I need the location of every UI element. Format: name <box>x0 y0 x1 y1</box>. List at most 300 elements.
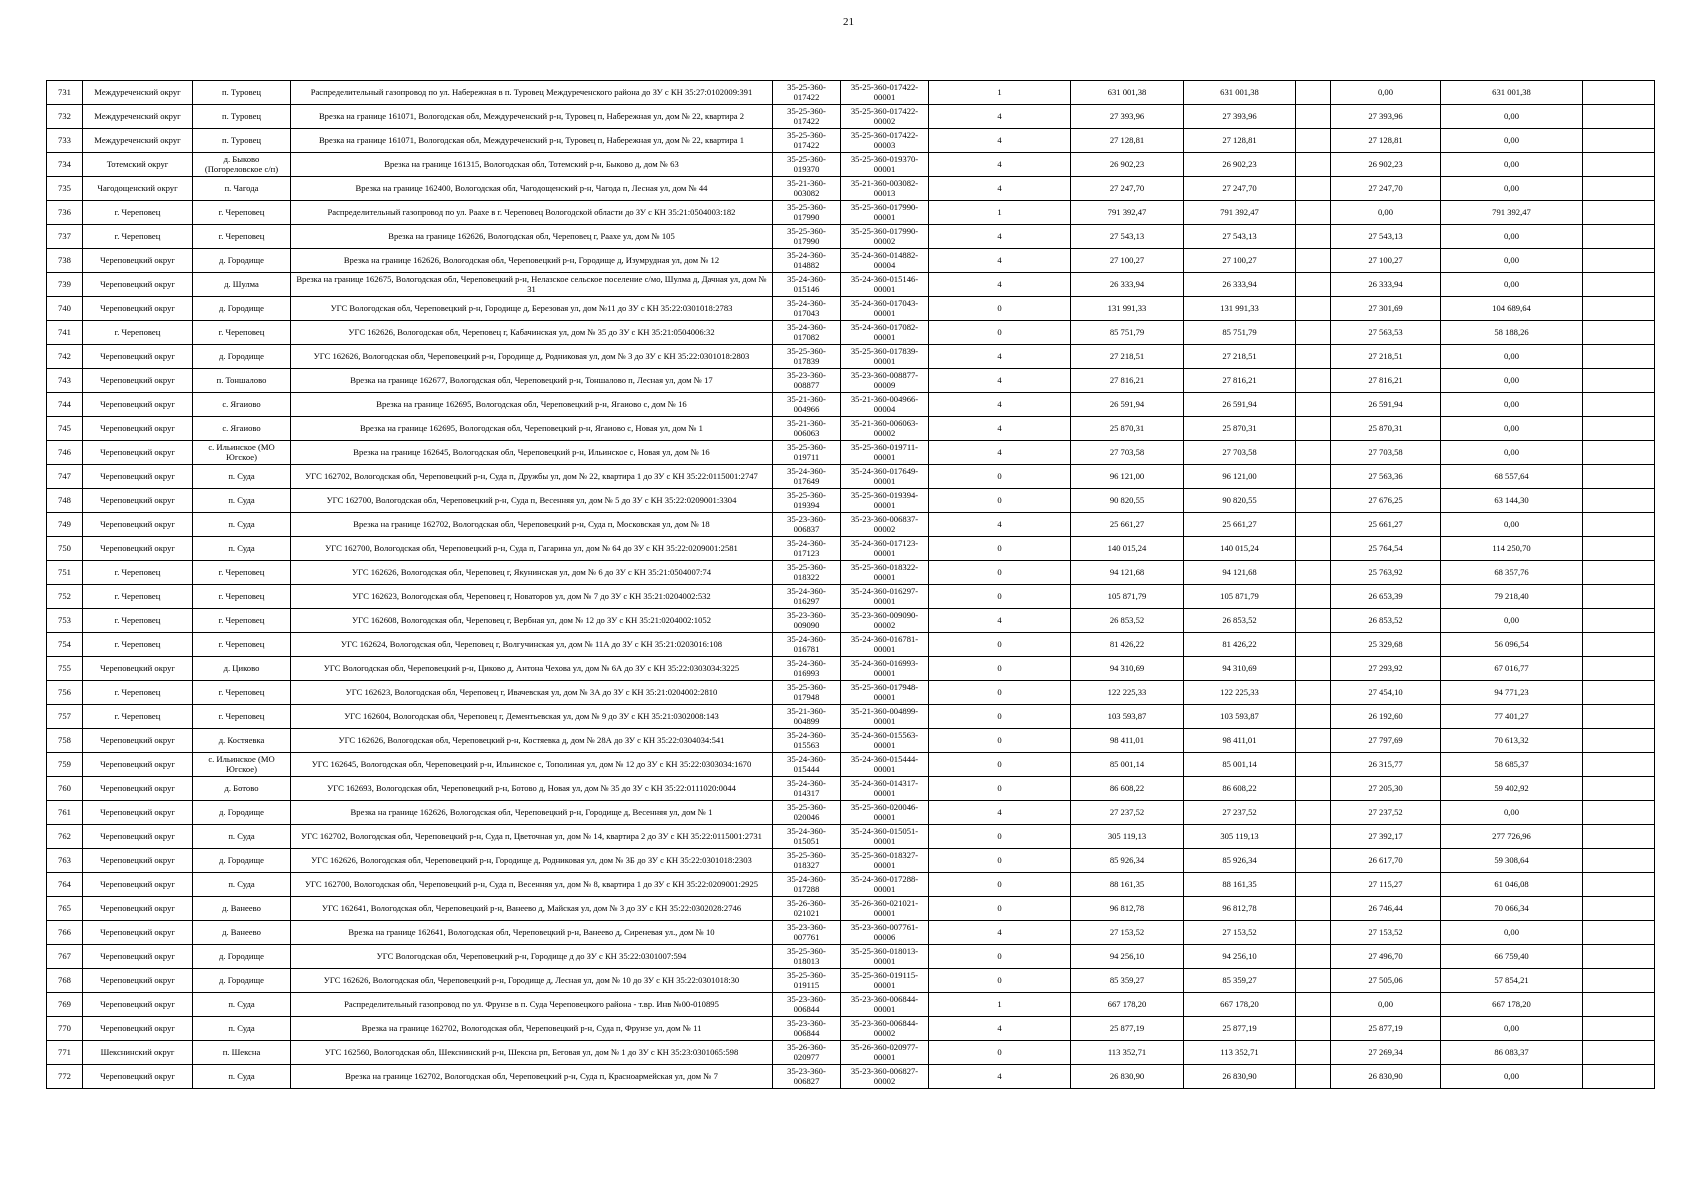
object-address-cell: Распределительный газопровод по ул. Набережная в п. Туровец Междуреченского района до ЗУ с КН 35:27:0102009:391 <box>291 81 773 105</box>
okrug-cell: Череповецкий округ <box>83 873 193 897</box>
amount-cell: 85 926,34 <box>1184 849 1296 873</box>
row-number-cell: 742 <box>47 345 83 369</box>
category-cell: 4 <box>929 513 1071 537</box>
total-amount-cell: 27 128,81 <box>1071 129 1184 153</box>
category-cell: 0 <box>929 657 1071 681</box>
empty-cell <box>1296 465 1331 489</box>
row-number-cell: 736 <box>47 201 83 225</box>
row-number-cell: 740 <box>47 297 83 321</box>
okrug-cell: Междуреченский округ <box>83 129 193 153</box>
total-amount-cell: 791 392,47 <box>1071 201 1184 225</box>
empty-cell <box>1583 345 1655 369</box>
table-row <box>47 657 1655 681</box>
amount-cell: 27 816,21 <box>1184 369 1296 393</box>
code-cell: 35-23-360-008877 <box>773 369 841 393</box>
empty-cell <box>1583 369 1655 393</box>
remainder-amount-cell: 70 613,32 <box>1441 729 1583 753</box>
settlement-cell: п. Суда <box>193 1017 291 1041</box>
empty-cell <box>1583 873 1655 897</box>
table-row <box>47 729 1655 753</box>
remainder-amount-cell: 77 401,27 <box>1441 705 1583 729</box>
total-amount-cell: 27 100,27 <box>1071 249 1184 273</box>
okrug-cell: Череповецкий округ <box>83 249 193 273</box>
object-code-cell: 35-23-360-006827-00002 <box>841 1065 929 1089</box>
object-code-cell: 35-24-360-017649-00001 <box>841 465 929 489</box>
row-number-cell: 734 <box>47 153 83 177</box>
remainder-amount-cell: 86 083,37 <box>1441 1041 1583 1065</box>
okrug-cell: Череповецкий округ <box>83 849 193 873</box>
table-row <box>47 993 1655 1017</box>
category-cell: 0 <box>929 561 1071 585</box>
remainder-amount-cell: 56 096,54 <box>1441 633 1583 657</box>
settlement-cell: д. Городище <box>193 849 291 873</box>
amount-cell: 94 310,69 <box>1184 657 1296 681</box>
row-number-cell: 754 <box>47 633 83 657</box>
table-row <box>47 705 1655 729</box>
empty-cell <box>1583 465 1655 489</box>
okrug-cell: г. Череповец <box>83 705 193 729</box>
category-cell: 4 <box>929 921 1071 945</box>
boundary-amount-cell: 27 269,34 <box>1331 1041 1441 1065</box>
row-number-cell: 763 <box>47 849 83 873</box>
total-amount-cell: 27 543,13 <box>1071 225 1184 249</box>
settlement-cell: д. Быково (Погореловское с/п) <box>193 153 291 177</box>
empty-cell <box>1296 489 1331 513</box>
remainder-amount-cell: 0,00 <box>1441 609 1583 633</box>
amount-cell: 98 411,01 <box>1184 729 1296 753</box>
okrug-cell: Шекснинский округ <box>83 1041 193 1065</box>
row-number-cell: 770 <box>47 1017 83 1041</box>
category-cell: 4 <box>929 441 1071 465</box>
remainder-amount-cell: 667 178,20 <box>1441 993 1583 1017</box>
boundary-amount-cell: 26 591,94 <box>1331 393 1441 417</box>
okrug-cell: г. Череповец <box>83 585 193 609</box>
object-address-cell: Врезка на границе 162645, Вологодская обл, Череповецкий р-н, Ильинское с, Новая ул, дом № 16 <box>291 441 773 465</box>
settlement-cell: п. Суда <box>193 537 291 561</box>
row-number-cell: 735 <box>47 177 83 201</box>
object-address-cell: УГС 162608, Вологодская обл, Череповец г, Вербная ул, дом № 12 до ЗУ с КН 35:21:0204002:1052 <box>291 609 773 633</box>
settlement-cell: д. Костяевка <box>193 729 291 753</box>
code-cell: 35-25-360-017422 <box>773 81 841 105</box>
amount-cell: 667 178,20 <box>1184 993 1296 1017</box>
object-code-cell: 35-23-360-008877-00009 <box>841 369 929 393</box>
empty-cell <box>1583 489 1655 513</box>
settlement-cell: п. Суда <box>193 465 291 489</box>
object-code-cell: 35-26-360-021021-00001 <box>841 897 929 921</box>
boundary-amount-cell: 26 333,94 <box>1331 273 1441 297</box>
amount-cell: 85 751,79 <box>1184 321 1296 345</box>
object-code-cell: 35-24-360-017288-00001 <box>841 873 929 897</box>
category-cell: 4 <box>929 177 1071 201</box>
total-amount-cell: 85 926,34 <box>1071 849 1184 873</box>
object-code-cell: 35-24-360-017082-00001 <box>841 321 929 345</box>
code-cell: 35-24-360-014317 <box>773 777 841 801</box>
remainder-amount-cell: 58 685,37 <box>1441 753 1583 777</box>
object-code-cell: 35-23-360-006837-00002 <box>841 513 929 537</box>
boundary-amount-cell: 27 563,53 <box>1331 321 1441 345</box>
remainder-amount-cell: 0,00 <box>1441 1065 1583 1089</box>
amount-cell: 122 225,33 <box>1184 681 1296 705</box>
object-address-cell: УГС 162560, Вологодская обл, Шекснинский р-н, Шексна рп, Беговая ул, дом № 1 до ЗУ с КН 35:23:0301065:598 <box>291 1041 773 1065</box>
category-cell: 4 <box>929 1065 1071 1089</box>
boundary-amount-cell: 27 392,17 <box>1331 825 1441 849</box>
row-number-cell: 733 <box>47 129 83 153</box>
okrug-cell: Череповецкий округ <box>83 969 193 993</box>
okrug-cell: Череповецкий округ <box>83 537 193 561</box>
table-row <box>47 129 1655 153</box>
code-cell: 35-25-360-019370 <box>773 153 841 177</box>
total-amount-cell: 88 161,35 <box>1071 873 1184 897</box>
category-cell: 0 <box>929 873 1071 897</box>
object-address-cell: Врезка на границе 162702, Вологодская обл, Череповецкий р-н, Суда п, Красноармейская ул, дом № 7 <box>291 1065 773 1089</box>
okrug-cell: Череповецкий округ <box>83 297 193 321</box>
okrug-cell: Череповецкий округ <box>83 393 193 417</box>
object-code-cell: 35-21-360-004899-00001 <box>841 705 929 729</box>
object-address-cell: УГС 162702, Вологодская обл, Череповецкий р-н, Суда п, Цветочная ул, дом № 14, квартира 2 до ЗУ с КН 35:22:0115001:2731 <box>291 825 773 849</box>
boundary-amount-cell: 27 293,92 <box>1331 657 1441 681</box>
okrug-cell: Череповецкий округ <box>83 777 193 801</box>
table-row <box>47 825 1655 849</box>
settlement-cell: д. Городище <box>193 801 291 825</box>
okrug-cell: Череповецкий округ <box>83 753 193 777</box>
object-address-cell: Врезка на границе 162400, Вологодская обл, Чагодощенский р-н, Чагода п, Лесная ул, дом № 44 <box>291 177 773 201</box>
object-code-cell: 35-21-360-004966-00004 <box>841 393 929 417</box>
object-address-cell: УГС Вологодская обл, Череповецкий р-н, Циково д, Антона Чехова ул, дом № 6А до ЗУ с КН 35:22:0303034:3225 <box>291 657 773 681</box>
remainder-amount-cell: 79 218,40 <box>1441 585 1583 609</box>
row-number-cell: 753 <box>47 609 83 633</box>
amount-cell: 27 100,27 <box>1184 249 1296 273</box>
code-cell: 35-25-360-019711 <box>773 441 841 465</box>
amount-cell: 113 352,71 <box>1184 1041 1296 1065</box>
empty-cell <box>1296 1065 1331 1089</box>
row-number-cell: 732 <box>47 105 83 129</box>
object-address-cell: Врезка на границе 162702, Вологодская обл, Череповецкий р-н, Суда п, Московская ул, дом № 18 <box>291 513 773 537</box>
code-cell: 35-23-360-006827 <box>773 1065 841 1089</box>
row-number-cell: 750 <box>47 537 83 561</box>
object-code-cell: 35-24-360-016297-00001 <box>841 585 929 609</box>
empty-cell <box>1296 105 1331 129</box>
category-cell: 0 <box>929 489 1071 513</box>
code-cell: 35-25-360-018327 <box>773 849 841 873</box>
remainder-amount-cell: 0,00 <box>1441 417 1583 441</box>
amount-cell: 27 128,81 <box>1184 129 1296 153</box>
okrug-cell: Череповецкий округ <box>83 801 193 825</box>
category-cell: 0 <box>929 729 1071 753</box>
code-cell: 35-25-360-020046 <box>773 801 841 825</box>
empty-cell <box>1296 585 1331 609</box>
object-address-cell: Врезка на границе 162675, Вологодская обл, Череповецкий р-н, Нелазское сельское поселение с/мо, Шулма д, Дачная ул, дом № 31 <box>291 273 773 297</box>
object-code-cell: 35-25-360-017990-00002 <box>841 225 929 249</box>
amount-cell: 27 393,96 <box>1184 105 1296 129</box>
amount-cell: 27 703,58 <box>1184 441 1296 465</box>
empty-cell <box>1296 369 1331 393</box>
amount-cell: 631 001,38 <box>1184 81 1296 105</box>
code-cell: 35-25-360-018013 <box>773 945 841 969</box>
empty-cell <box>1583 513 1655 537</box>
row-number-cell: 748 <box>47 489 83 513</box>
empty-cell <box>1296 897 1331 921</box>
settlement-cell: п. Тоншалово <box>193 369 291 393</box>
empty-cell <box>1583 801 1655 825</box>
row-number-cell: 761 <box>47 801 83 825</box>
amount-cell: 26 830,90 <box>1184 1065 1296 1089</box>
register-table <box>46 80 1655 1089</box>
empty-cell <box>1296 633 1331 657</box>
table-row <box>47 153 1655 177</box>
remainder-amount-cell: 0,00 <box>1441 393 1583 417</box>
amount-cell: 96 121,00 <box>1184 465 1296 489</box>
total-amount-cell: 131 991,33 <box>1071 297 1184 321</box>
settlement-cell: д. Ванеево <box>193 897 291 921</box>
settlement-cell: д. Ботово <box>193 777 291 801</box>
boundary-amount-cell: 26 192,60 <box>1331 705 1441 729</box>
amount-cell: 94 256,10 <box>1184 945 1296 969</box>
object-code-cell: 35-24-360-015444-00001 <box>841 753 929 777</box>
okrug-cell: Череповецкий округ <box>83 273 193 297</box>
object-address-cell: УГС 162626, Вологодская обл, Череповецкий р-н, Городище д, Лесная ул, дом № 10 до ЗУ с КН 35:22:0301018:30 <box>291 969 773 993</box>
object-address-cell: Врезка на границе 162695, Вологодская обл, Череповецкий р-н, Ягаиово с, дом № 16 <box>291 393 773 417</box>
amount-cell: 26 902,23 <box>1184 153 1296 177</box>
row-number-cell: 762 <box>47 825 83 849</box>
object-code-cell: 35-26-360-020977-00001 <box>841 1041 929 1065</box>
table-row <box>47 417 1655 441</box>
boundary-amount-cell: 26 830,90 <box>1331 1065 1441 1089</box>
code-cell: 35-26-360-021021 <box>773 897 841 921</box>
empty-cell <box>1583 249 1655 273</box>
total-amount-cell: 25 877,19 <box>1071 1017 1184 1041</box>
remainder-amount-cell: 0,00 <box>1441 105 1583 129</box>
okrug-cell: Череповецкий округ <box>83 825 193 849</box>
code-cell: 35-26-360-020977 <box>773 1041 841 1065</box>
empty-cell <box>1583 225 1655 249</box>
object-code-cell: 35-23-360-007761-00006 <box>841 921 929 945</box>
table-row <box>47 801 1655 825</box>
code-cell: 35-23-360-006844 <box>773 1017 841 1041</box>
empty-cell <box>1583 633 1655 657</box>
empty-cell <box>1296 849 1331 873</box>
row-number-cell: 768 <box>47 969 83 993</box>
empty-cell <box>1583 729 1655 753</box>
table-row <box>47 345 1655 369</box>
remainder-amount-cell: 0,00 <box>1441 177 1583 201</box>
remainder-amount-cell: 631 001,38 <box>1441 81 1583 105</box>
category-cell: 0 <box>929 633 1071 657</box>
settlement-cell: п. Суда <box>193 489 291 513</box>
total-amount-cell: 27 247,70 <box>1071 177 1184 201</box>
empty-cell <box>1296 417 1331 441</box>
empty-cell <box>1583 201 1655 225</box>
object-address-cell: УГС Вологодская обл, Череповецкий р-н, Городище д, Березовая ул, дом №11 до ЗУ с КН 35:22:0301018:2783 <box>291 297 773 321</box>
remainder-amount-cell: 0,00 <box>1441 513 1583 537</box>
code-cell: 35-25-360-018322 <box>773 561 841 585</box>
empty-cell <box>1296 321 1331 345</box>
empty-cell <box>1296 945 1331 969</box>
amount-cell: 90 820,55 <box>1184 489 1296 513</box>
amount-cell: 94 121,68 <box>1184 561 1296 585</box>
total-amount-cell: 85 751,79 <box>1071 321 1184 345</box>
empty-cell <box>1583 585 1655 609</box>
amount-cell: 27 247,70 <box>1184 177 1296 201</box>
row-number-cell: 765 <box>47 897 83 921</box>
empty-cell <box>1583 657 1655 681</box>
object-code-cell: 35-25-360-019711-00001 <box>841 441 929 465</box>
object-address-cell: УГС 162645, Вологодская обл, Череповецкий р-н, Ильинское с, Тополиная ул, дом № 12 до ЗУ с КН 35:22:0303034:1670 <box>291 753 773 777</box>
object-code-cell: 35-24-360-017123-00001 <box>841 537 929 561</box>
table-row <box>47 945 1655 969</box>
amount-cell: 105 871,79 <box>1184 585 1296 609</box>
table-row <box>47 585 1655 609</box>
amount-cell: 81 426,22 <box>1184 633 1296 657</box>
remainder-amount-cell: 0,00 <box>1441 129 1583 153</box>
table-row <box>47 849 1655 873</box>
okrug-cell: Чагодощенский округ <box>83 177 193 201</box>
row-number-cell: 769 <box>47 993 83 1017</box>
category-cell: 0 <box>929 849 1071 873</box>
boundary-amount-cell: 27 703,58 <box>1331 441 1441 465</box>
category-cell: 4 <box>929 153 1071 177</box>
boundary-amount-cell: 27 505,06 <box>1331 969 1441 993</box>
boundary-amount-cell: 27 115,27 <box>1331 873 1441 897</box>
object-code-cell: 35-24-360-015146-00001 <box>841 273 929 297</box>
amount-cell: 26 591,94 <box>1184 393 1296 417</box>
boundary-amount-cell: 27 128,81 <box>1331 129 1441 153</box>
okrug-cell: Череповецкий округ <box>83 369 193 393</box>
boundary-amount-cell: 27 563,36 <box>1331 465 1441 489</box>
total-amount-cell: 27 237,52 <box>1071 801 1184 825</box>
row-number-cell: 746 <box>47 441 83 465</box>
empty-cell <box>1583 153 1655 177</box>
okrug-cell: Череповецкий округ <box>83 657 193 681</box>
okrug-cell: Череповецкий округ <box>83 945 193 969</box>
settlement-cell: с. Ильинское (МО Югское) <box>193 753 291 777</box>
code-cell: 35-23-360-009090 <box>773 609 841 633</box>
register-rows <box>47 81 1655 1089</box>
settlement-cell: с. Ильинское (МО Югское) <box>193 441 291 465</box>
total-amount-cell: 85 001,14 <box>1071 753 1184 777</box>
settlement-cell: с. Ягаиово <box>193 417 291 441</box>
boundary-amount-cell: 27 393,96 <box>1331 105 1441 129</box>
remainder-amount-cell: 68 357,76 <box>1441 561 1583 585</box>
settlement-cell: д. Циково <box>193 657 291 681</box>
empty-cell <box>1296 225 1331 249</box>
boundary-amount-cell: 27 218,51 <box>1331 345 1441 369</box>
empty-cell <box>1296 393 1331 417</box>
category-cell: 0 <box>929 897 1071 921</box>
amount-cell: 25 661,27 <box>1184 513 1296 537</box>
object-code-cell: 35-24-360-015563-00001 <box>841 729 929 753</box>
object-code-cell: 35-21-360-003082-00013 <box>841 177 929 201</box>
total-amount-cell: 27 153,52 <box>1071 921 1184 945</box>
table-row <box>47 393 1655 417</box>
empty-cell <box>1583 945 1655 969</box>
okrug-cell: г. Череповец <box>83 321 193 345</box>
object-code-cell: 35-25-360-017948-00001 <box>841 681 929 705</box>
row-number-cell: 771 <box>47 1041 83 1065</box>
okrug-cell: Междуреченский округ <box>83 105 193 129</box>
empty-cell <box>1583 441 1655 465</box>
category-cell: 4 <box>929 417 1071 441</box>
total-amount-cell: 25 870,31 <box>1071 417 1184 441</box>
object-address-cell: УГС 162604, Вологодская обл, Череповец г, Дементьевская ул, дом № 9 до ЗУ с КН 35:21:0302008:143 <box>291 705 773 729</box>
okrug-cell: г. Череповец <box>83 681 193 705</box>
okrug-cell: Череповецкий округ <box>83 993 193 1017</box>
amount-cell: 26 333,94 <box>1184 273 1296 297</box>
category-cell: 0 <box>929 777 1071 801</box>
category-cell: 0 <box>929 945 1071 969</box>
category-cell: 1 <box>929 201 1071 225</box>
object-code-cell: 35-24-360-014882-00004 <box>841 249 929 273</box>
object-address-cell: УГС 162626, Вологодская обл, Череповецкий р-н, Городище д, Родниковая ул, дом № 3 до ЗУ с КН 35:22:0301018:2803 <box>291 345 773 369</box>
okrug-cell: Череповецкий округ <box>83 513 193 537</box>
boundary-amount-cell: 25 877,19 <box>1331 1017 1441 1041</box>
code-cell: 35-25-360-017990 <box>773 201 841 225</box>
settlement-cell: г. Череповец <box>193 225 291 249</box>
boundary-amount-cell: 27 100,27 <box>1331 249 1441 273</box>
empty-cell <box>1583 825 1655 849</box>
amount-cell: 103 593,87 <box>1184 705 1296 729</box>
category-cell: 4 <box>929 393 1071 417</box>
empty-cell <box>1296 777 1331 801</box>
okrug-cell: г. Череповец <box>83 633 193 657</box>
object-code-cell: 35-25-360-019370-00001 <box>841 153 929 177</box>
empty-cell <box>1296 297 1331 321</box>
row-number-cell: 772 <box>47 1065 83 1089</box>
object-code-cell: 35-25-360-017422-00001 <box>841 81 929 105</box>
settlement-cell: д. Городище <box>193 345 291 369</box>
empty-cell <box>1296 441 1331 465</box>
okrug-cell: г. Череповец <box>83 561 193 585</box>
row-number-cell: 760 <box>47 777 83 801</box>
code-cell: 35-25-360-017422 <box>773 129 841 153</box>
category-cell: 0 <box>929 1041 1071 1065</box>
boundary-amount-cell: 27 454,10 <box>1331 681 1441 705</box>
object-address-cell: УГС Вологодская обл, Череповецкий р-н, Городище д до ЗУ с КН 35:22:0301007:594 <box>291 945 773 969</box>
settlement-cell: д. Городище <box>193 969 291 993</box>
table-row <box>47 513 1655 537</box>
remainder-amount-cell: 58 188,26 <box>1441 321 1583 345</box>
code-cell: 35-25-360-017422 <box>773 105 841 129</box>
settlement-cell: п. Чагода <box>193 177 291 201</box>
row-number-cell: 731 <box>47 81 83 105</box>
object-code-cell: 35-25-360-017990-00001 <box>841 201 929 225</box>
settlement-cell: г. Череповец <box>193 321 291 345</box>
object-address-cell: Врезка на границе 162695, Вологодская обл, Череповецкий р-н, Ягаиово с, Новая ул, дом № 1 <box>291 417 773 441</box>
row-number-cell: 757 <box>47 705 83 729</box>
remainder-amount-cell: 63 144,30 <box>1441 489 1583 513</box>
empty-cell <box>1583 537 1655 561</box>
okrug-cell: Череповецкий округ <box>83 1065 193 1089</box>
empty-cell <box>1296 1041 1331 1065</box>
empty-cell <box>1583 705 1655 729</box>
category-cell: 0 <box>929 753 1071 777</box>
remainder-amount-cell: 0,00 <box>1441 345 1583 369</box>
empty-cell <box>1296 729 1331 753</box>
amount-cell: 26 853,52 <box>1184 609 1296 633</box>
category-cell: 0 <box>929 321 1071 345</box>
boundary-amount-cell: 26 653,39 <box>1331 585 1441 609</box>
row-number-cell: 739 <box>47 273 83 297</box>
empty-cell <box>1583 417 1655 441</box>
empty-cell <box>1296 873 1331 897</box>
object-address-cell: УГС 162626, Вологодская обл, Череповец г, Якунинская ул, дом № 6 до ЗУ с КН 35:21:0504007:74 <box>291 561 773 585</box>
total-amount-cell: 305 119,13 <box>1071 825 1184 849</box>
code-cell: 35-25-360-019115 <box>773 969 841 993</box>
object-code-cell: 35-21-360-006063-00002 <box>841 417 929 441</box>
boundary-amount-cell: 0,00 <box>1331 201 1441 225</box>
object-code-cell: 35-24-360-016993-00001 <box>841 657 929 681</box>
total-amount-cell: 96 121,00 <box>1071 465 1184 489</box>
remainder-amount-cell: 0,00 <box>1441 153 1583 177</box>
